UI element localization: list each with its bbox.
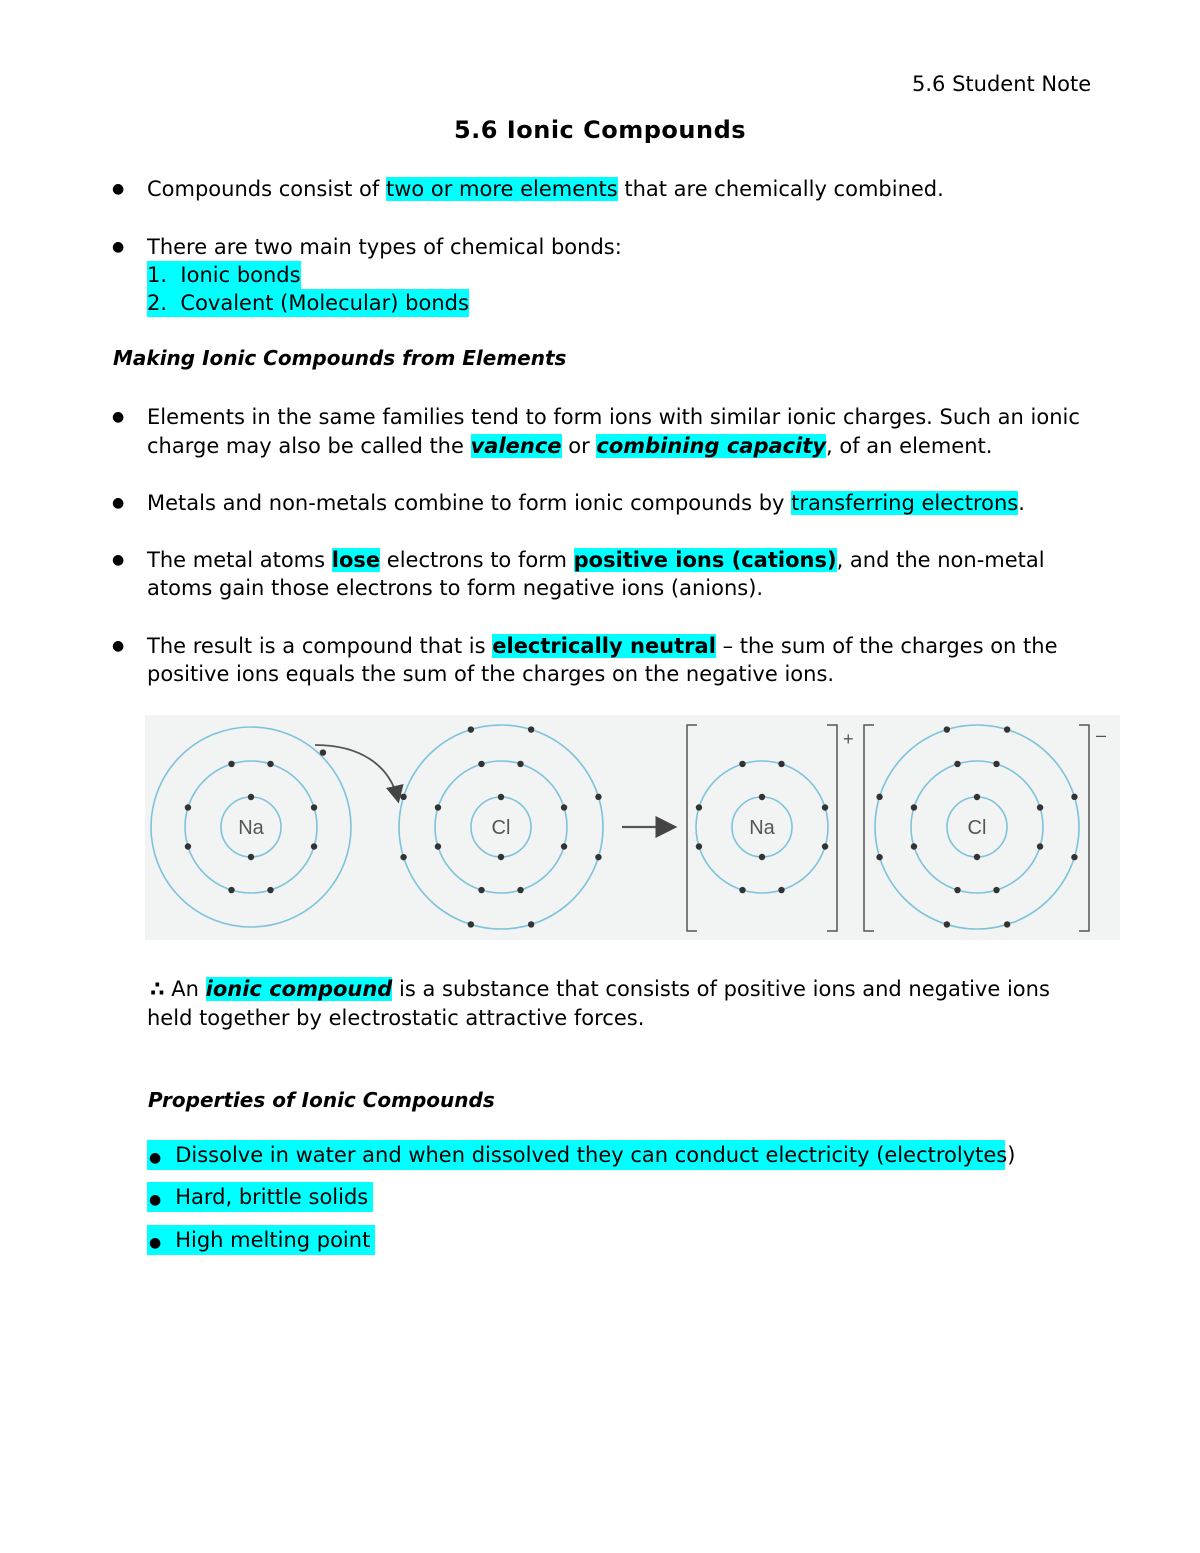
electron-dot xyxy=(1004,921,1010,927)
electron-dot xyxy=(311,804,317,810)
electron-dot xyxy=(435,843,441,849)
electron-dot xyxy=(778,761,784,767)
highlight-combining-capacity: combining capacity xyxy=(596,434,827,458)
electron-dot xyxy=(954,887,960,893)
bullet-icon: ● xyxy=(112,239,125,255)
electron-dot xyxy=(759,794,765,800)
para-neutral-line2: positive ions equals the sum of the charges on the negative ions. xyxy=(147,662,835,686)
electron-dot xyxy=(954,761,960,767)
section-heading-making: Making Ionic Compounds from Elements xyxy=(113,346,567,370)
electron-dot xyxy=(478,761,484,767)
charge-minus: – xyxy=(1096,725,1107,745)
electron-dot xyxy=(739,887,745,893)
para-neutral-line1: The result is a compound that is electrically neutral – the sum of the charges on the xyxy=(147,634,1058,658)
electron-dot xyxy=(528,726,534,732)
list-item-covalent: 2. Covalent (Molecular) bonds xyxy=(147,291,469,315)
bullet-compounds: Compounds consist of two or more elements that are chemically combined. xyxy=(147,177,944,201)
electron-dot xyxy=(468,921,474,927)
electron-dot xyxy=(1037,843,1043,849)
bullet-icon: ● xyxy=(112,638,125,654)
electron-dot xyxy=(778,887,784,893)
electron-dot xyxy=(320,749,326,755)
bullet-icon: ● xyxy=(149,1150,162,1166)
bullet-icon: ● xyxy=(149,1192,162,1208)
electron-dot xyxy=(993,761,999,767)
atom-na xyxy=(151,727,351,927)
highlight-two-or-more: two or more elements xyxy=(385,177,618,201)
section-heading-properties: Properties of Ionic Compounds xyxy=(148,1088,495,1112)
electron-dot xyxy=(759,854,765,860)
electron-dot xyxy=(595,794,601,800)
property-item: ● High melting point xyxy=(147,1225,375,1255)
electron-dot xyxy=(822,843,828,849)
electron-transfer-diagram xyxy=(145,715,1120,940)
electron-dot xyxy=(435,804,441,810)
diagram-svg xyxy=(145,715,1120,940)
atom-symbol: Cl xyxy=(967,817,987,839)
atom-symbol: Na xyxy=(749,817,775,839)
header-note: 5.6 Student Note xyxy=(912,72,1092,96)
electron-dot xyxy=(517,887,523,893)
highlight-valence: valence xyxy=(470,434,562,458)
para-families-line1: Elements in the same families tend to form ions with similar ionic charges. Such an ionic xyxy=(147,405,1080,429)
electron-dot xyxy=(311,843,317,849)
electron-transfer-arrow xyxy=(315,745,398,800)
conclusion-line2: held together by electrostatic attractive forces. xyxy=(147,1006,645,1030)
electron-dot xyxy=(185,804,191,810)
bullet-bond-types: There are two main types of chemical bonds: xyxy=(147,235,622,259)
electron-dot xyxy=(185,843,191,849)
electron-dot xyxy=(1004,726,1010,732)
property-item: ● Dissolve in water and when dissolved they can conduct electricity (electrolytes) xyxy=(147,1140,1005,1170)
bullet-icon: ● xyxy=(112,552,125,568)
electron-dot xyxy=(1071,854,1077,860)
bullet-icon: ● xyxy=(112,409,125,425)
charge-plus: + xyxy=(843,729,854,749)
para-families-line2: charge may also be called the valence or combining capacity, of an element. xyxy=(147,434,993,458)
electron-dot xyxy=(944,726,950,732)
electron-dot xyxy=(228,887,234,893)
electron-dot xyxy=(696,843,702,849)
bullet-icon: ● xyxy=(149,1235,162,1251)
electron-dot xyxy=(478,887,484,893)
electron-dot xyxy=(228,761,234,767)
atom-cl xyxy=(399,725,603,929)
highlight-transferring: transferring electrons xyxy=(791,491,1019,515)
electron-dot xyxy=(561,843,567,849)
electron-dot xyxy=(911,804,917,810)
electron-dot xyxy=(876,854,882,860)
electron-dot xyxy=(739,761,745,767)
electron-dot xyxy=(696,804,702,810)
electron-dot xyxy=(822,804,828,810)
highlight-ionic-compound: ionic compound xyxy=(205,977,393,1001)
highlight-positive-ions: positive ions (cations) xyxy=(573,548,837,572)
bracket-cl-right xyxy=(1079,725,1089,931)
electron-dot xyxy=(400,854,406,860)
property-item: ● Hard, brittle solids xyxy=(147,1182,373,1212)
para-metal-atoms-line2: atoms gain those electrons to form negative ions (anions). xyxy=(147,576,764,600)
atom-cl xyxy=(875,725,1079,929)
electron-dot xyxy=(267,761,273,767)
conclusion-line1: ∴ An ionic compound is a substance that consists of positive ions and negative ions xyxy=(150,977,1050,1001)
electron-dot xyxy=(267,887,273,893)
electron-dot xyxy=(911,843,917,849)
para-transferring: Metals and non-metals combine to form ionic compounds by transferring electrons. xyxy=(147,491,1025,515)
electron-dot xyxy=(974,794,980,800)
atom-symbol: Cl xyxy=(491,817,511,839)
electron-dot xyxy=(876,794,882,800)
electron-dot xyxy=(595,854,601,860)
electron-dot xyxy=(561,804,567,810)
atom-symbol: Na xyxy=(238,817,264,839)
list-item-ionic: 1. Ionic bonds xyxy=(147,263,301,287)
electron-dot xyxy=(528,921,534,927)
therefore-symbol: ∴ xyxy=(150,977,165,1001)
bullet-icon: ● xyxy=(112,181,125,197)
electron-dot xyxy=(517,761,523,767)
highlight-lose: lose xyxy=(331,548,381,572)
electron-dot xyxy=(974,854,980,860)
electron-dot xyxy=(248,794,254,800)
bullet-icon: ● xyxy=(112,495,125,511)
page-title: 5.6 Ionic Compounds xyxy=(453,116,747,144)
highlight-electrically-neutral: electrically neutral xyxy=(492,634,716,658)
atom-na xyxy=(696,761,829,894)
electron-dot xyxy=(248,854,254,860)
electron-dot xyxy=(944,921,950,927)
electron-dot xyxy=(993,887,999,893)
electron-dot xyxy=(1071,794,1077,800)
electron-dot xyxy=(1037,804,1043,810)
electron-dot xyxy=(400,794,406,800)
electron-dot xyxy=(498,854,504,860)
para-metal-atoms-line1: The metal atoms lose electrons to form positive ions (cations), and the non-metal xyxy=(147,548,1045,572)
bracket-cl-left xyxy=(864,725,874,931)
electron-dot xyxy=(468,726,474,732)
electron-dot xyxy=(498,794,504,800)
